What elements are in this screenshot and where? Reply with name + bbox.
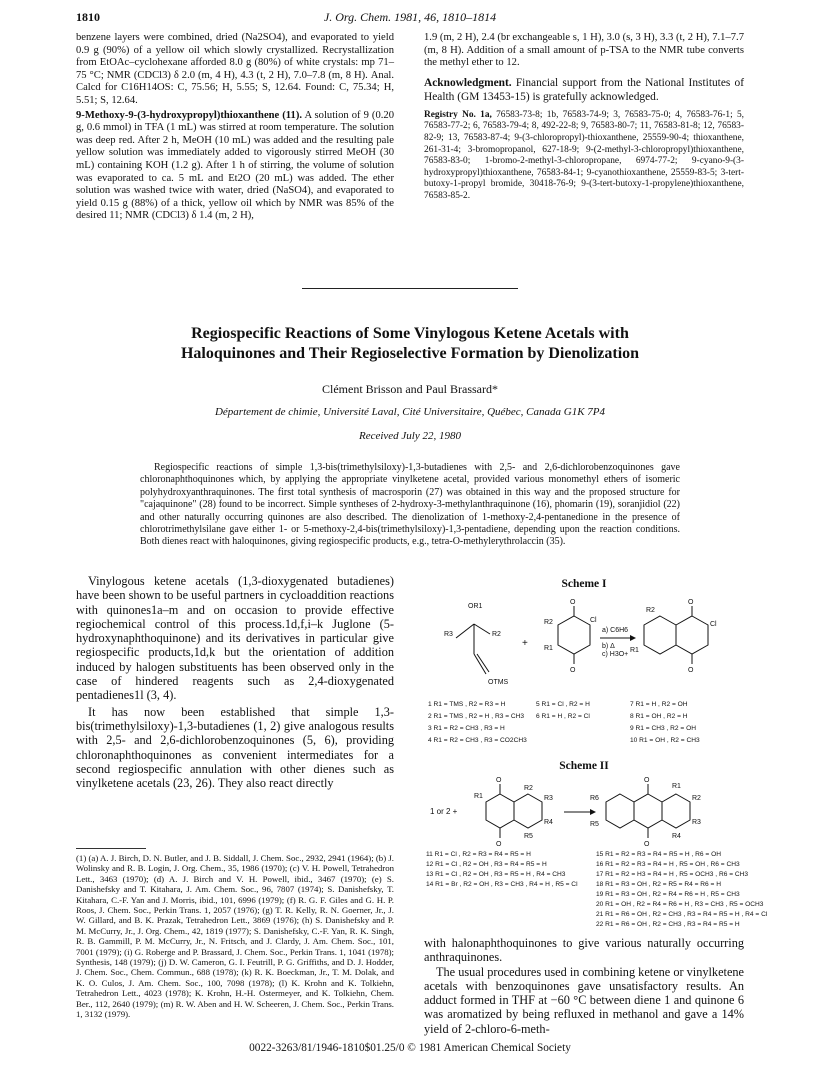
legend-14: 14 R1 = Br , R2 = OH , R3 = CH3 , R4 = H , R5 = Cl [426,881,578,888]
legend-3: 3 R1 = R2 = CH3 , R3 = H [428,725,505,732]
legend-2: 2 R1 = TMS , R2 = H , R3 = CH3 [428,713,525,720]
registry-heading: Registry No. 1a, [424,109,492,120]
naphtho-r2-label: R2 [646,607,655,614]
halo-r1-label: R1 [474,793,483,800]
legend-6: 6 R1 = H , R2 = Cl [536,713,590,720]
page-footer: 0022-3263/81/1946-1810$01.25/0 © 1981 American Chemical Society [249,1042,571,1054]
legend-15: 15 R1 = R2 = R3 = R4 = R5 = H , R6 = OH [596,851,721,858]
quinone-o-top: O [570,599,576,606]
halo-r3-label: R3 [544,795,553,802]
legend-20: 20 R1 = OH , R2 = R4 = R6 = H , R3 = CH3 , R5 = OCH3 [596,901,764,908]
scheme-2-diagram [424,776,768,930]
anthra-o-top: O [644,777,650,784]
anthra-r6-label: R6 [590,795,599,802]
scheme-1-diagram [424,594,744,754]
compound-procedure: A solution of 9 (0.20 g, 0.6 mmol) in TFA (1 mL) was stirred at room temperature. The solution was deep red. After 2 h, MeOH (10 mL) was added and the resulting pale yellow solution was immediately added to vigorously stirred MeOH (30 mL) containing KOH (1.2 g). After 1 h of stirring, the volume of solution was evaporated to ca. 5 mL and Et2O (20 mL) was added. The ether solution was washed twice with water, dried (NaSO4), and evaporated to yield 0.15 g (88%) of a thick, yellow oil which by NMR was 85% of the desired 11; NMR (CDCl3) δ 1.4 (m, 2 H), [76,109,394,222]
experimental-paragraph-11 [76,110,394,223]
affiliation: Département de chimie, Université Laval, Cité Universitaire, Québec, Canada G1K 7P4 [214,406,606,418]
legend-21: 21 R1 = R6 = OH , R2 = CH3 , R3 = R4 = R5 = H , R4 = Cl [596,911,768,918]
halo-r2-label: R2 [524,785,533,792]
legend-13: 13 R1 = Cl , R2 = OH , R3 = R5 = H , R4 = CH3 [426,871,566,878]
naphtho-o-bottom: O [688,667,694,674]
quinone-structure [558,606,590,664]
quinone-cl-label: Cl [590,617,597,624]
quinone-o-bottom: O [570,667,576,674]
halo-r4-label: R4 [544,819,553,826]
acknowledgment-heading: Acknowledgment. [424,76,512,89]
legend-12: 12 R1 = Cl , R2 = OH , R3 = R4 = R5 = H [426,861,547,868]
right-paragraph-2: The usual procedures used in combining ketene or vinylketene acetals with benzoquinones gave unsatisfactory results. An adduct formed in THF at −60 °C between diene 1 and quinone 6 was aromatized by being refluxed in methanol and gave a 14% yield of 2-chloro-6-meth- [424,964,745,1036]
legend-18: 18 R1 = R3 = OH , R2 = R5 = R4 = R6 = H [596,881,721,888]
abstract: Regiospecific reactions of simple 1,3-bis(trimethylsiloxy)-1,3-butadienes with 2,5- and 2,6-dichlorobenzoquinones gave chloronaphthoquinones which, by applying the appropriate vinylketene acetal, provided various monomethyl ethers of isomeric polyhydroxyanthraquinones. The first total synthesis of macrosporin (27) was obtained in this way and the proposed structure for "cajaquinone" (28) found to be incorrect. Simple syntheses of 2-hydroxy-3-methylanthraquinone (16), phomarin (19), soranjidiol (22) and other naturally occurring quinones are also described. The dienolization of 1-methoxy-2,4-pentanedione in the presence of chlorotrimethylsilane gave either 1- or 5-methoxy-2,4-bis(trimethylsiloxy)-1,3-pentadiene, depending upon the reaction conditions. Both dienes react with haloquinones, giving regiospecific products, e.g., tetra-O-methylerythrolaccin (35). [140,462,680,548]
nmr-continuation: 1.9 (m, 2 H), 2.4 (br exchangeable s, 1 H), 3.0 (s, 3 H), 3.3 (t, 2 H), 7.1–7.7 (m, 8 H). Addition of a small amount of p-TSA to the NMR tube converts the methyl ether to 12. [424,32,744,69]
reagent-c: c) H3O+ [602,651,629,658]
title-line-2: Haloquinones and Their Regioselective Formation by Dienolization [180,345,640,362]
legend-22: 22 R1 = R6 = OH , R2 = CH3 , R3 = R4 = R5 = H [596,921,740,928]
quinone-r2-label: R2 [544,619,553,626]
scheme-1-title: Scheme I [561,578,607,590]
registry-text: 76583-73-8; 1b, 76583-74-9; 3, 76583-75-0; 4, 76583-76-1; 5, 76583-77-2; 6, 76583-79-4; 8, 492-22-8; 9, 76583-80-7; 11, 76583-81-8; 12, 76583-82-9; 13, 76583-87-4; 9-(3-chloropropyl)-thioxanthene, 25559-90-4; thioxanthene, 261-31-4; 3-bromopropanol, 627-18-9; 9-(2-methyl-3-chloropropyl)thioxanthene, 76583-83-0; 1-bromo-2-methyl-3-chloropropane, 6974-77-2; 9-cyano-9-(3-hydroxypropyl)thioxanthene, 76583-84-1; 9-cyanothioxanthene, 25559-83-5; 3-tert-butoxy-1-propyl bromide, 30418-76-9; 9-(3-tert-butoxy-1-propylene)thioxanthene, 76583-85-2. [424,109,744,201]
naphtho-o-top: O [688,599,694,606]
footnote-rule [76,848,146,849]
anthra-r3-label: R3 [692,819,701,826]
scheme-2-title: Scheme II [559,760,609,772]
halo-r5-label: R5 [524,833,533,840]
halo-o-top: O [496,777,502,784]
quinone-r1-label: R1 [544,645,553,652]
compound-heading: 9-Methoxy-9-(3-hydroxypropyl)thioxanthene (11). [76,109,302,121]
anthra-r1-label: R1 [672,783,681,790]
authors: Clément Brisson and Paul Brassard* [322,382,498,396]
page-header [76,10,744,28]
legend-11: 11 R1 = Cl , R2 = R3 = R4 = R5 = H [426,851,531,858]
diene-or1-label: OR1 [468,603,483,610]
acknowledgment [424,76,744,104]
right-body-column [424,936,744,1036]
journal-citation: J. Org. Chem. 1981, 46, 1810–1814 [323,10,497,24]
legend-1: 1 R1 = TMS , R2 = R3 = H [428,701,506,708]
experimental-paragraph: benzene layers were combined, dried (Na2SO4), and evaporated to yield 0.9 g (90%) of a yellow oil which slowly crystallized. Recrystallization from EtOAc–cyclohexane afforded 8.0 g (80%) of white crystals: mp 71–75 °C; NMR (CDCl3) δ 2.0 (m, 4 H), 4.3 (t, 2 H), 7.0–7.8 (m, 8 H). Anal. Calcd for C16H14OS: C, 75.56; H, 5.55; S, 12.64. Found: C, 75.34; H, 5.51; S, 12.64. [76,32,394,106]
naphtho-r1-label: R1 [630,647,639,654]
halo-o-bottom: O [496,841,502,848]
intro-paragraph-1: Vinylogous ketene acetals (1,3-dioxygenated butadienes) have been shown to be useful partners in cycloaddition reactions with quinones1a–m and on occasion to provide effective regiochemical control of this process.1d,f,i–k Juglone (5-hydroxynaphthoquinone) and its derivatives in particular give regiospecific products,1d,k but the orientation of addition induced by halogen substituents has been observed only in the case of hindered reagents such as 2,4-dioxygenated pentadienes1l (3, 4). [76,574,394,703]
acknowledgment-text: Financial support from the National Institutes of Health (GM 13453-15) is gratefully acknowledged. [424,76,744,103]
legend-9: 9 R1 = CH3 , R2 = OH [630,725,696,732]
anthraquinone-structure [606,784,690,838]
anthra-r2-label: R2 [692,795,701,802]
naphthoquinone-structure [644,606,708,664]
legend-10: 10 R1 = OH , R2 = CH3 [630,737,700,744]
previous-article-right-column [424,32,744,205]
anthra-r5-label: R5 [590,821,599,828]
reaction-arrowhead [630,635,636,641]
registry-numbers [424,110,744,203]
page-number: 1810 [76,10,100,24]
legend-4: 4 R1 = R2 = CH3 , R3 = CO2CH3 [428,737,527,744]
legend-16: 16 R1 = R2 = R3 = R4 = H , R5 = OH , R6 = CH3 [596,861,740,868]
legend-7: 7 R1 = H , R2 = OH [630,701,688,708]
article-separator [302,288,518,289]
introduction-column [76,574,394,792]
scheme-2-arrowhead [590,809,596,815]
right-paragraph-1: with halonaphthoquinones to give various naturally occurring anthraquinones. [424,936,744,965]
received-date: Received July 22, 1980 [358,430,461,442]
diene-r3-label: R3 [444,631,453,638]
legend-19: 19 R1 = R3 = OH , R2 = R4 = R6 = H , R5 = CH3 [596,891,740,898]
scheme-2-reactant: 1 or 2 + [430,807,458,816]
legend-8: 8 R1 = OH , R2 = H [630,713,688,720]
anthra-o-bottom: O [644,841,650,848]
plus-sign: + [522,638,528,649]
diene-structure [456,624,490,674]
legend-17: 17 R1 = R2 = H3 = R4 = H , R5 = OCH3 , R6 = CH3 [596,871,749,878]
footnote-references: (1) (a) A. J. Birch, D. N. Butler, and J. B. Siddall, J. Chem. Soc., 2932, 2941 (1964); (b) J. Wolinsky and R. B. Login, J. Org. Chem., 35, 1986 (1970); (c) V. H. Powell, Tetrahedron Lett., 3463 (1970); (d) A. J. Birch and V. H. Powell, ibid., 3467 (1970); (e) S. Danishefsky and T. Kitahara, J. Am. Chem. Soc., 96, 7807 (1974); S. Danishefsky, T. Kitahara, C.-F. Yan and J. Morris, ibid., 101, 6996 (1979); (f) R. G. F. Giles and G. H. P. Roos, J. Chem. Soc., Perkin Trans. 1, 2057 (1976); (g) T. R. Kelly, R. N. Goerner, Jr., J. W. Gillard, and B. K. Prazak, Tetrahedron Lett., 3869 (1976); (h) S. Danishefsky and P. M. McCurry, Jr., J. Org. Chem., 42, 1819 (1977); S. Danishefsky, C.-F. Yan, R. K. Singh, R. B. Gammill, P. M. McCurry, Jr., N. Fritsch, and J. Clardy, J. Am. Chem. Soc., 101, 7001 (1979); (i) G. Roberge and P. Brassard, J. Chem. Soc., Perkin Trans. 1, 1041 (1978); Synthesis, 148 (1979); (j) D. W. Cameron, G. I. Feutrill, P. G. Griffiths, and D. J. Hodder, J. Chem. Soc., Chem. Commun., 688 (1978); (k) R. K. Boeckman, Jr., T. M. Dolak, and K. O. Culos, J. Am. Chem. Soc., 100, 7098 (1978); (l) K. Krohn and K. Tolkiehn, Tetrahedron Lett., 4023 (1978); K. Krohn, H.-H. Ostermeyer, and K. Tolkiehn, Chem. Ber., 112, 2640 (1979); (m) R. W. Aben and H. W. Scheeren, J. Chem. Soc., Perkin Trans. 1, 3132 (1979). [76,853,394,1020]
anthra-r4-label: R4 [672,833,681,840]
naphtho-cl-label: Cl [710,621,717,628]
intro-paragraph-2: It has now been established that simple 1,3-bis(trimethylsiloxy)-1,3-butadienes (1, 2) give analogous results with 2,5- and 2,6-dichlorobenzoquinones (5, 6), providing chloronaphthoquinones as convenient intermediates for a second regiospecific annulation with other dienes such as vinylketene acetals (23, 26). They also react directly [76,704,394,791]
reagent-a: a) C6H6 [602,627,629,634]
previous-article-left-column [76,32,394,225]
diene-otms-label: OTMS [488,679,509,686]
halonaphthoquinone-structure [486,784,542,838]
article-title [100,324,720,364]
title-line-1: Regiospecific Reactions of Some Vinylogous Ketene Acetals with [191,325,629,342]
reagent-b: b) Δ [602,643,615,650]
legend-5: 5 R1 = Cl , R2 = H [536,701,590,708]
diene-r2-label: R2 [492,631,501,638]
